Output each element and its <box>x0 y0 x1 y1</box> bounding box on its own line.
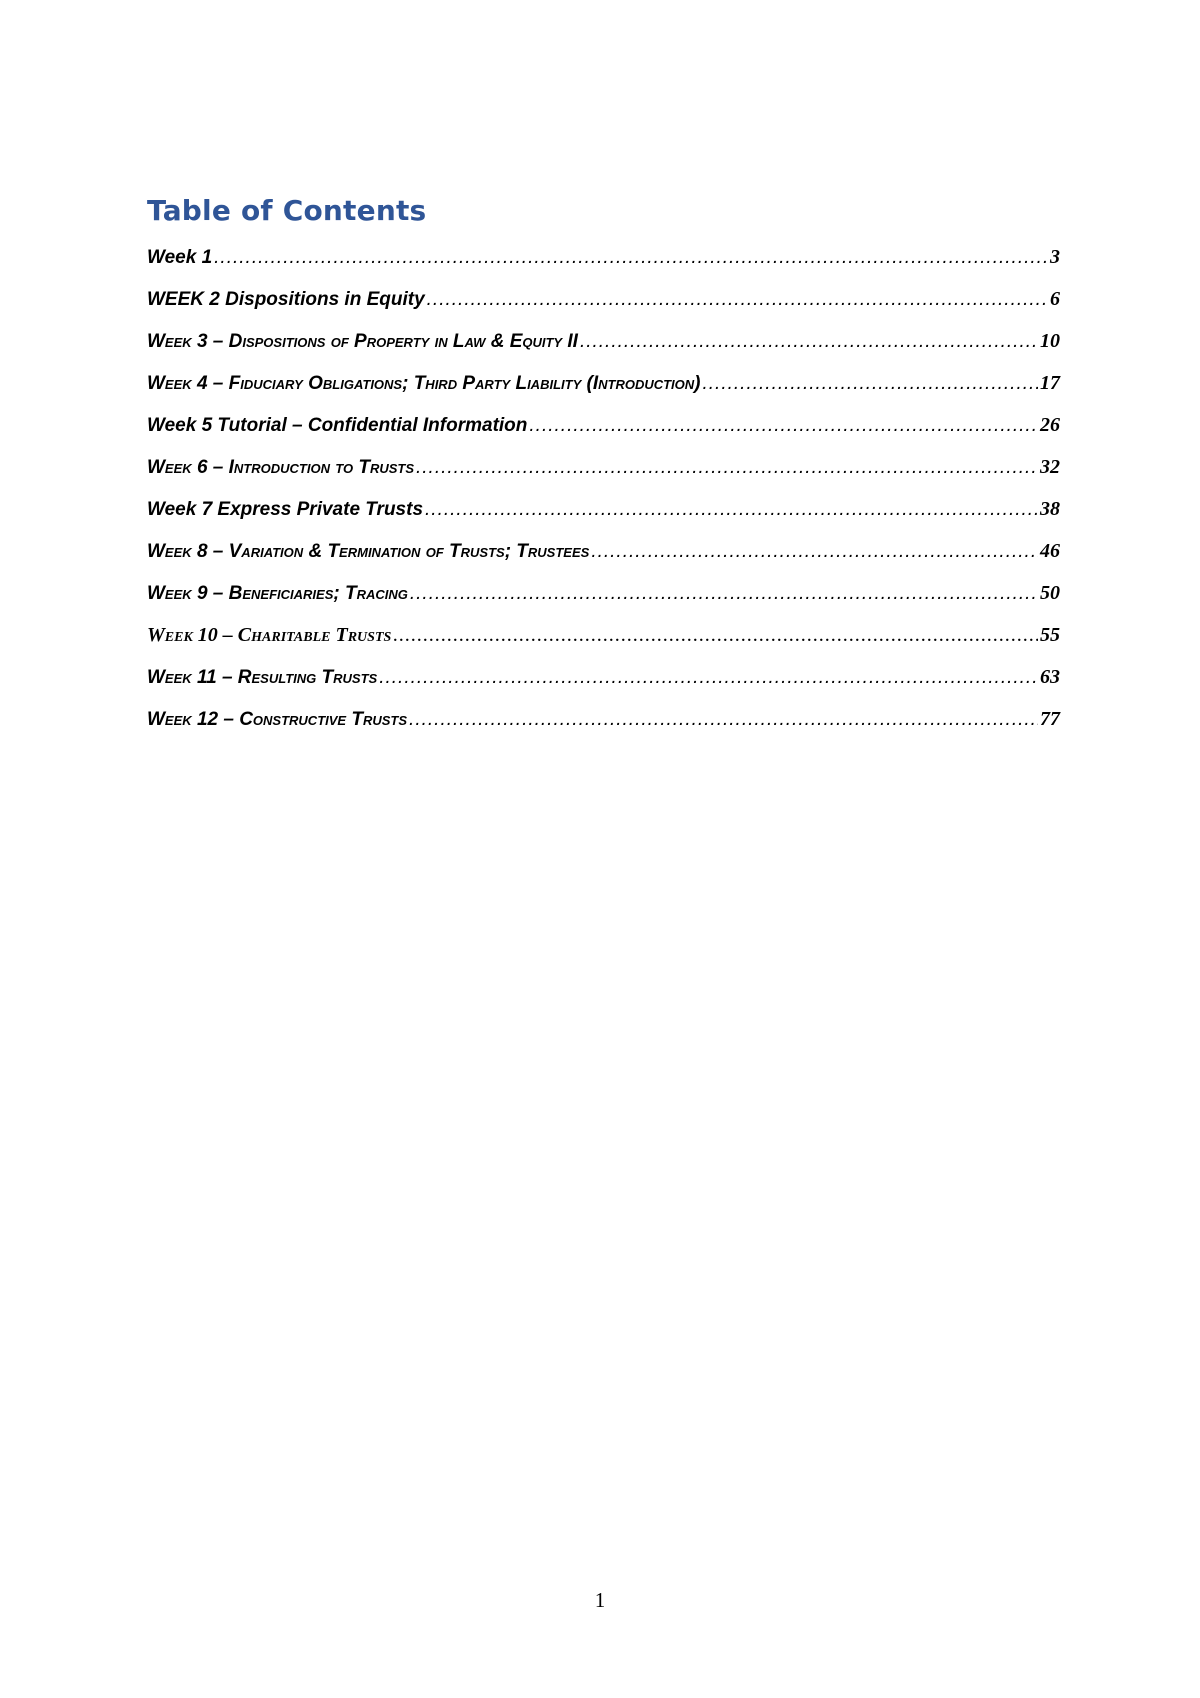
toc-entry-page: 63 <box>1040 666 1060 688</box>
toc-dot-leader <box>393 624 1038 647</box>
toc-list <box>147 246 1060 750</box>
toc-entry-week-3[interactable] <box>147 330 1060 372</box>
toc-dot-leader <box>410 583 1038 605</box>
toc-entry-label: Week 11 – Resulting Trusts <box>147 667 378 688</box>
toc-dot-leader <box>409 709 1038 731</box>
toc-entry-label: Week 10 – Charitable Trusts <box>147 624 392 646</box>
toc-entry-page: 32 <box>1040 456 1060 478</box>
toc-entry-label: Week 8 – Variation & Termination of Trusts; Trustees <box>147 541 590 562</box>
toc-entry-label: Week 7 Express Private Trusts <box>147 499 424 520</box>
toc-entry-week-9[interactable] <box>147 582 1060 624</box>
toc-entry-label: Week 6 – Introduction to Trusts <box>147 457 414 478</box>
toc-dot-leader <box>379 667 1038 689</box>
toc-entry-label: WEEK 2 Dispositions in Equity <box>147 289 425 310</box>
toc-dot-leader <box>591 541 1038 563</box>
toc-entry-page: 77 <box>1040 708 1060 730</box>
toc-entry-page: 55 <box>1040 624 1060 646</box>
toc-entry-label: Week 4 – Fiduciary Obligations; Third Party Liability (Introduction) <box>147 373 701 394</box>
toc-dot-leader <box>529 415 1038 437</box>
toc-entry-page: 10 <box>1040 330 1060 352</box>
toc-entry-label: Week 5 Tutorial – Confidential Information <box>147 415 528 436</box>
toc-entry-week-6[interactable] <box>147 456 1060 498</box>
toc-dot-leader <box>416 457 1038 479</box>
toc-entry-week-5[interactable] <box>147 414 1060 456</box>
toc-entry-label: Week 3 – Dispositions of Property in Law & Equity II <box>147 331 578 352</box>
page-number: 1 <box>594 1588 606 1612</box>
toc-entry-page: 3 <box>1050 246 1060 268</box>
toc-dot-leader <box>214 247 1046 269</box>
toc-entry-page: 38 <box>1040 498 1060 520</box>
toc-entry-page: 17 <box>1040 372 1060 394</box>
toc-entry-page: 26 <box>1040 414 1060 436</box>
toc-dot-leader <box>580 331 1038 353</box>
toc-entry-week-1[interactable] <box>147 246 1060 288</box>
toc-entry-week-2[interactable] <box>147 288 1060 330</box>
toc-entry-label: Week 9 – Beneficiaries; Tracing <box>147 583 408 604</box>
toc-entry-page: 6 <box>1050 288 1060 310</box>
toc-entry-label: Week 12 – Constructive Trusts <box>147 709 408 730</box>
toc-entry-week-7[interactable] <box>147 498 1060 540</box>
toc-entry-week-4[interactable] <box>147 372 1060 414</box>
toc-entry-week-12[interactable] <box>147 708 1060 750</box>
toc-dot-leader <box>425 499 1038 521</box>
toc-entry-label: Week 1 <box>147 247 213 268</box>
toc-entry-week-10[interactable] <box>147 624 1060 666</box>
toc-title: Table of Contents <box>147 194 427 227</box>
toc-dot-leader <box>427 289 1046 311</box>
toc-entry-page: 50 <box>1040 582 1060 604</box>
toc-entry-week-11[interactable] <box>147 666 1060 708</box>
toc-entry-week-8[interactable] <box>147 540 1060 582</box>
toc-entry-page: 46 <box>1040 540 1060 562</box>
toc-dot-leader <box>703 373 1039 395</box>
